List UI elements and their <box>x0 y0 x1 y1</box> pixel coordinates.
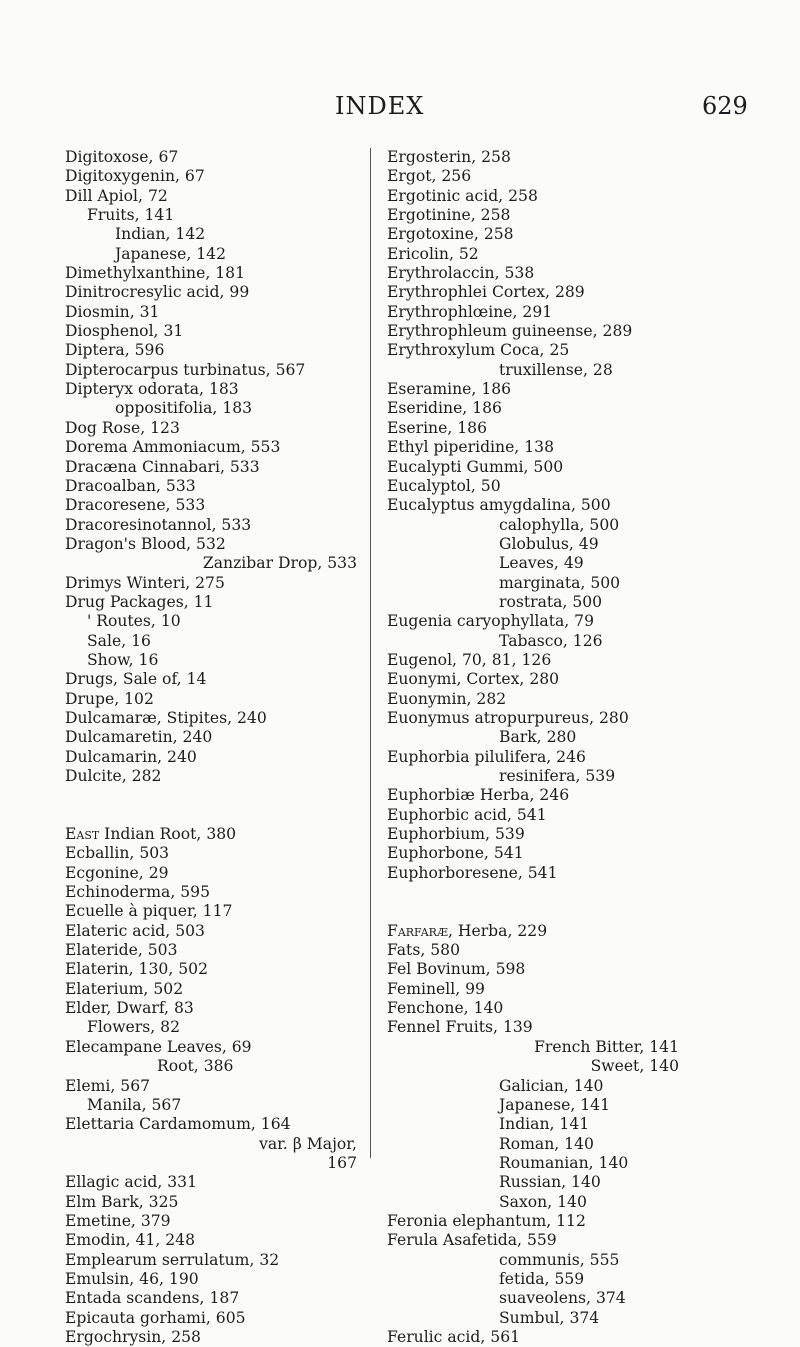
entry-text: Diosphenol, 31 <box>65 322 184 341</box>
entry-text: Ellagic acid, 331 <box>65 1173 197 1192</box>
index-entry <box>387 167 687 186</box>
entry-text: Ergotinine, 258 <box>387 206 511 225</box>
index-entry <box>65 516 365 535</box>
index-entry <box>387 399 687 418</box>
entry-text: Feminell, 99 <box>387 979 485 998</box>
page-number: 629 <box>702 92 748 120</box>
entry-text: Dill Apiol, 72 <box>65 186 168 205</box>
entry-text: truxillense, 28 <box>499 360 613 379</box>
index-entry <box>387 786 687 805</box>
entry-text: Dimethylxanthine, 181 <box>65 264 245 283</box>
index-entry <box>387 419 687 438</box>
index-entry <box>387 1193 687 1212</box>
entry-text: Eucalypti Gummi, 500 <box>387 457 564 476</box>
index-entry <box>387 1135 687 1154</box>
index-entry <box>387 458 687 477</box>
entry-text: Ecgonine, 29 <box>65 863 169 882</box>
index-entry <box>65 264 365 283</box>
index-entry <box>387 690 687 709</box>
index-entry <box>387 728 687 747</box>
entry-text: Elaterium, 502 <box>65 979 184 998</box>
index-entry <box>387 148 687 167</box>
index-entry <box>65 709 365 728</box>
index-entry <box>387 999 687 1018</box>
entry-text: Roumanian, 140 <box>499 1153 629 1172</box>
entry-text: Ferula Asafetida, 559 <box>387 1231 557 1250</box>
column-divider <box>370 148 371 1158</box>
entry-text: Euphorbic acid, 541 <box>387 805 547 824</box>
index-entry <box>65 303 365 322</box>
index-entry <box>65 1212 365 1231</box>
entry-text: Erythroxylum Coca, 25 <box>387 341 570 360</box>
entry-text: Emulsin, 46, 190 <box>65 1269 199 1288</box>
entry-small-caps-lead: Farfaræ <box>387 921 448 940</box>
entry-text: fetida, 559 <box>499 1269 585 1288</box>
section-gap <box>65 786 365 825</box>
page-title: INDEX <box>335 92 425 120</box>
entry-text: Dracoresinotannol, 533 <box>65 515 252 534</box>
index-entry <box>387 477 687 496</box>
index-entry <box>65 612 365 631</box>
index-entry <box>387 554 687 573</box>
index-entry <box>387 922 687 941</box>
entry-text: Euonymus atropurpureus, 280 <box>387 708 629 727</box>
index-entry <box>65 1251 365 1270</box>
index-entry <box>387 341 687 360</box>
index-entry <box>65 187 365 206</box>
index-entry <box>65 322 365 341</box>
entry-text: Erythrolaccin, 538 <box>387 264 535 283</box>
index-entry <box>387 941 687 960</box>
entry-text: Digitoxose, 67 <box>65 148 179 166</box>
index-entry <box>387 187 687 206</box>
index-entry <box>65 148 365 167</box>
entry-text: Fenchone, 140 <box>387 999 504 1018</box>
entry-text: Dipteryx odorata, 183 <box>65 380 239 399</box>
entry-text: Diptera, 596 <box>65 341 165 360</box>
entry-text: Emplearum serrulatum, 32 <box>65 1250 280 1269</box>
entry-text: Eseridine, 186 <box>387 399 502 418</box>
entry-text: Entada scandens, 187 <box>65 1289 240 1308</box>
entry-text: Sale, 16 <box>87 631 151 650</box>
entry-text: 167 <box>327 1153 357 1172</box>
entry-text: Drupe, 102 <box>65 689 154 708</box>
index-entry <box>65 1289 365 1308</box>
entry-text: Ergotinic acid, 258 <box>387 186 538 205</box>
entry-text: Elm Bark, 325 <box>65 1192 179 1211</box>
entry-text: Fennel Fruits, 139 <box>387 1018 533 1037</box>
index-entry <box>65 1038 365 1057</box>
entry-text: Eseramine, 186 <box>387 380 512 399</box>
entry-text: Erythrophlei Cortex, 289 <box>387 283 585 302</box>
entry-text: Euphorbone, 541 <box>387 844 524 863</box>
entry-text: Roman, 140 <box>499 1134 594 1153</box>
index-entry <box>387 1018 687 1037</box>
entry-text: Euphorbia pilulifera, 246 <box>387 747 586 766</box>
index-entry <box>387 1289 687 1308</box>
index-entry <box>387 1115 687 1134</box>
index-entry <box>387 1270 687 1289</box>
index-entry <box>387 283 687 302</box>
entry-text: Erythrophlœine, 291 <box>387 302 553 321</box>
entry-text: Elemi, 567 <box>65 1076 151 1095</box>
index-entry <box>65 1173 365 1192</box>
index-entry <box>65 767 365 786</box>
entry-text: Euphorbiæ Herba, 246 <box>387 786 570 805</box>
entry-text: calophylla, 500 <box>499 515 620 534</box>
index-entry <box>65 670 365 689</box>
index-entry <box>387 206 687 225</box>
index-entry <box>387 361 687 380</box>
index-entry <box>65 341 365 360</box>
index-entry <box>387 225 687 244</box>
index-entry <box>387 322 687 341</box>
index-entry <box>387 1231 687 1250</box>
index-entry <box>387 960 687 979</box>
index-entry <box>65 1193 365 1212</box>
entry-text: var. β Major, <box>259 1134 357 1153</box>
index-entry <box>387 1173 687 1192</box>
entry-text: Sweet, 140 <box>590 1057 679 1076</box>
index-entry <box>65 477 365 496</box>
entry-text: Dragon's Blood, 532 <box>65 534 226 553</box>
entry-text: Ethyl piperidine, 138 <box>387 438 554 457</box>
index-entry <box>387 303 687 322</box>
entry-text: Diosmin, 31 <box>65 302 160 321</box>
entry-text: Euphorbium, 539 <box>387 825 525 844</box>
entry-text: Elaterin, 130, 502 <box>65 960 209 979</box>
index-entry <box>65 574 365 593</box>
index-entry <box>387 632 687 651</box>
entry-text: Ecuelle à piquer, 117 <box>65 902 233 921</box>
index-entry <box>65 1115 365 1134</box>
entry-text: Elateride, 503 <box>65 941 178 960</box>
entry-text: Drimys Winteri, 275 <box>65 573 225 592</box>
index-entry <box>65 980 365 999</box>
entry-text: Saxon, 140 <box>499 1192 587 1211</box>
index-entry <box>65 1018 365 1037</box>
index-entry <box>387 709 687 728</box>
entry-text: French Bitter, 141 <box>534 1037 679 1056</box>
entry-text: Digitoxygenin, 67 <box>65 167 205 186</box>
entry-text: Ferulic acid, 561 <box>387 1327 521 1346</box>
entry-text: Ergot, 256 <box>387 167 472 186</box>
index-entry <box>65 593 365 612</box>
index-entry <box>65 380 365 399</box>
entry-text: Elateric acid, 503 <box>65 921 205 940</box>
entry-text: Dorema Ammoniacum, 553 <box>65 438 281 457</box>
entry-text: Dracoresene, 533 <box>65 496 206 515</box>
index-entry <box>65 167 365 186</box>
entry-text: Tabasco, 126 <box>499 631 603 650</box>
entry-text: Elettaria Cardamomum, 164 <box>65 1115 291 1134</box>
entry-text: Dracæna Cinnabari, 533 <box>65 457 260 476</box>
entry-text: Dulcamarin, 240 <box>65 747 197 766</box>
index-entry <box>387 245 687 264</box>
index-entry <box>65 438 365 457</box>
index-entry <box>387 1251 687 1270</box>
entry-text: Euonymin, 282 <box>387 689 507 708</box>
page-header <box>0 92 800 132</box>
index-entry <box>387 438 687 457</box>
index-entry <box>387 980 687 999</box>
entry-text: oppositifolia, 183 <box>115 399 253 418</box>
index-entry <box>387 748 687 767</box>
index-entry <box>387 593 687 612</box>
index-entry <box>65 458 365 477</box>
entry-text: Bark, 280 <box>499 728 577 747</box>
index-entry <box>387 864 687 883</box>
entry-text: Drugs, Sale of, 14 <box>65 670 207 689</box>
index-entry <box>65 535 365 554</box>
entry-text: Emetine, 379 <box>65 1211 171 1230</box>
index-entry <box>65 1096 365 1115</box>
index-column-right <box>387 148 687 1347</box>
index-entry <box>65 419 365 438</box>
index-entry <box>387 806 687 825</box>
entry-text: Root, 386 <box>157 1057 234 1076</box>
index-entry <box>65 690 365 709</box>
entry-text: Fats, 580 <box>387 941 461 960</box>
index-column-left <box>65 148 365 1347</box>
index-entry <box>65 1231 365 1250</box>
entry-text: Dulcamaræ, Stipites, 240 <box>65 708 267 727</box>
index-entry <box>65 748 365 767</box>
index-entry <box>65 1328 365 1347</box>
entry-text: Indian Root, 380 <box>99 825 237 844</box>
index-entry <box>65 1270 365 1289</box>
entry-text: Dulcamaretin, 240 <box>65 728 213 747</box>
index-entry <box>65 651 365 670</box>
entry-text: Dinitrocresylic acid, 99 <box>65 283 250 302</box>
index-entry <box>387 651 687 670</box>
index-entry <box>65 941 365 960</box>
index-entry <box>65 361 365 380</box>
entry-text: suaveolens, 374 <box>499 1289 626 1308</box>
index-entry <box>65 225 365 244</box>
entry-text: Eugenol, 70, 81, 126 <box>387 650 552 669</box>
index-entry <box>65 825 365 844</box>
index-entry <box>65 496 365 515</box>
entry-text: Ecballin, 503 <box>65 844 170 863</box>
entry-text: Manila, 567 <box>87 1095 182 1114</box>
entry-text: Sumbul, 374 <box>499 1308 600 1327</box>
index-entry <box>387 535 687 554</box>
index-entry <box>387 767 687 786</box>
entry-small-caps-lead: East <box>65 825 100 844</box>
index-entry <box>65 632 365 651</box>
entry-text: Dipterocarpus turbinatus, 567 <box>65 360 306 379</box>
entry-text: Leaves, 49 <box>499 554 584 573</box>
entry-text: Japanese, 141 <box>499 1095 611 1114</box>
entry-text: Indian, 141 <box>499 1115 590 1134</box>
entry-text: Show, 16 <box>87 650 159 669</box>
index-entry <box>65 245 365 264</box>
entry-text: Dracoalban, 533 <box>65 476 196 495</box>
section-gap <box>387 883 687 922</box>
index-entry <box>387 825 687 844</box>
entry-text: Euphorboresene, 541 <box>387 863 558 882</box>
index-entry <box>387 1328 687 1347</box>
index-entry <box>65 399 365 418</box>
entry-text: Feronia elephantum, 112 <box>387 1211 586 1230</box>
entry-text: Dog Rose, 123 <box>65 418 180 437</box>
entry-text: resinifera, 539 <box>499 767 616 785</box>
index-entry <box>65 1057 365 1076</box>
entry-text: Galician, 140 <box>499 1076 604 1095</box>
entry-text: Zanzibar Drop, 533 <box>202 554 357 573</box>
entry-text: Russian, 140 <box>499 1173 601 1192</box>
entry-text: Fruits, 141 <box>87 206 175 225</box>
entry-text: Eucalyptol, 50 <box>387 476 501 495</box>
index-entry <box>65 902 365 921</box>
entry-text: , Herba, 229 <box>447 921 548 940</box>
entry-text: Japanese, 142 <box>115 244 227 263</box>
entry-text: Dulcite, 282 <box>65 767 162 785</box>
entry-text: Euonymi, Cortex, 280 <box>387 670 560 689</box>
entry-text: Eserine, 186 <box>387 418 488 437</box>
index-entry <box>387 670 687 689</box>
entry-text: Drug Packages, 11 <box>65 592 214 611</box>
index-entry <box>65 283 365 302</box>
entry-text: ' Routes, 10 <box>87 612 181 631</box>
entry-text: rostrata, 500 <box>499 592 603 611</box>
entry-text: Emodin, 41, 248 <box>65 1231 196 1250</box>
index-entry <box>387 496 687 515</box>
entry-text: Eucalyptus amygdalina, 500 <box>387 496 611 515</box>
index-entry <box>387 1212 687 1231</box>
index-entry <box>65 922 365 941</box>
index-entry <box>65 883 365 902</box>
index-entry <box>387 1057 687 1076</box>
index-entry <box>65 206 365 225</box>
entry-text: Globulus, 49 <box>499 534 599 553</box>
entry-text: Eugenia caryophyllata, 79 <box>387 612 595 631</box>
index-entry <box>65 960 365 979</box>
entry-text: Echinoderma, 595 <box>65 883 211 902</box>
index-entry <box>387 1154 687 1173</box>
index-entry <box>387 612 687 631</box>
index-entry <box>387 574 687 593</box>
index-entry <box>387 380 687 399</box>
entry-text: Indian, 142 <box>115 225 206 244</box>
index-entry <box>387 264 687 283</box>
entry-text: Ericolin, 52 <box>387 244 479 263</box>
index-entry <box>65 728 365 747</box>
index-entry <box>65 1154 365 1173</box>
entry-text: Ergosterin, 258 <box>387 148 511 166</box>
entry-text: Erythrophleum guineense, 289 <box>387 322 633 341</box>
entry-text: Elecampane Leaves, 69 <box>65 1037 252 1056</box>
index-entry <box>387 1077 687 1096</box>
entry-text: Fel Bovinum, 598 <box>387 960 526 979</box>
entry-text: marginata, 500 <box>499 573 621 592</box>
entry-text: Epicauta gorhami, 605 <box>65 1308 246 1327</box>
entry-text: communis, 555 <box>499 1250 620 1269</box>
index-entry <box>387 1038 687 1057</box>
index-entry <box>387 1096 687 1115</box>
index-entry <box>387 844 687 863</box>
index-entry <box>387 516 687 535</box>
index-entry <box>65 1077 365 1096</box>
entry-text: Flowers, 82 <box>87 1018 180 1037</box>
index-entry <box>65 1135 365 1154</box>
entry-text: Ergochrysin, 258 <box>65 1327 201 1346</box>
index-entry <box>65 554 365 573</box>
index-entry <box>65 999 365 1018</box>
index-entry <box>65 844 365 863</box>
index-entry <box>65 864 365 883</box>
entry-text: Elder, Dwarf, 83 <box>65 999 194 1018</box>
entry-text: Ergotoxine, 258 <box>387 225 514 244</box>
